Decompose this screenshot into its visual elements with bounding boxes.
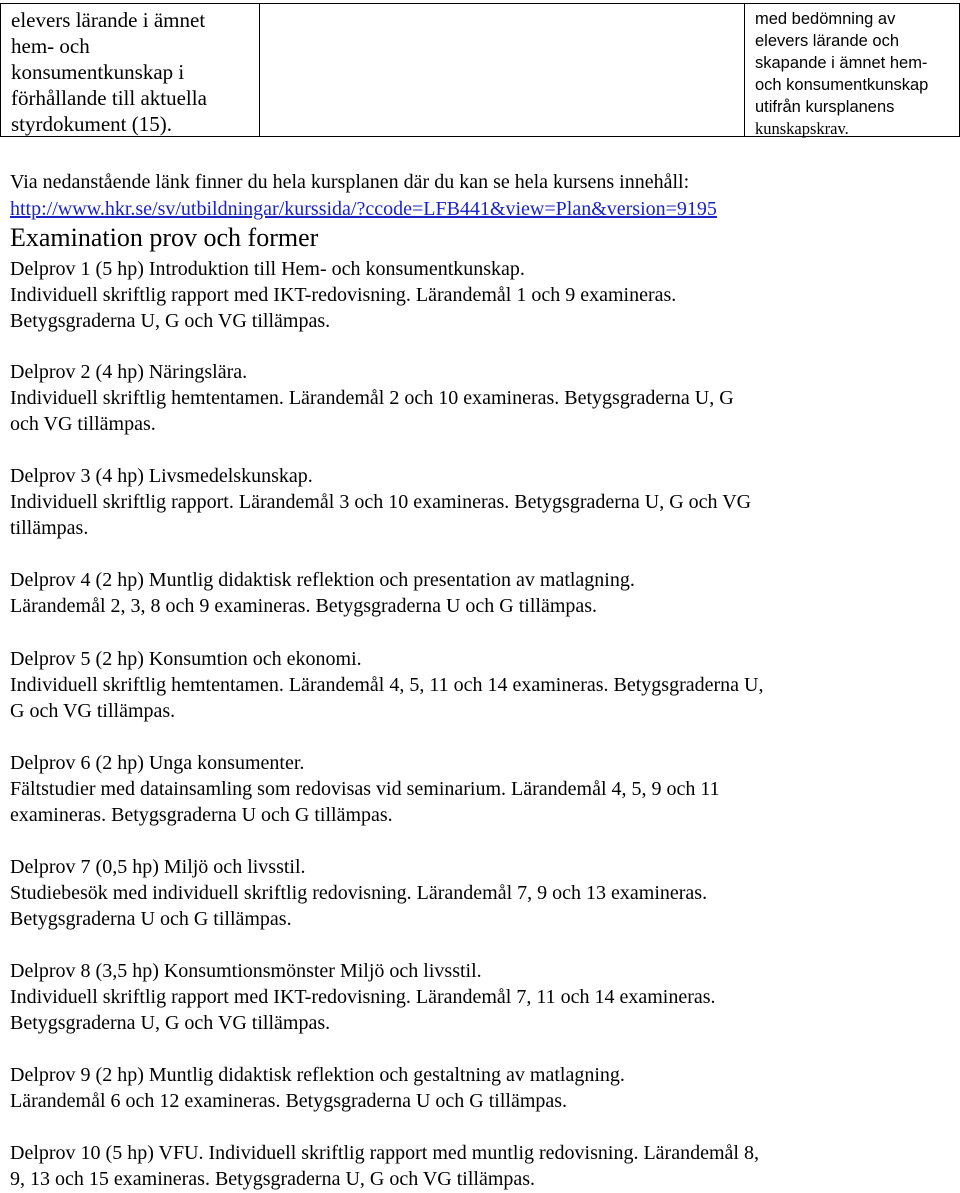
delprov-3-desc: Individuell skriftlig rapport. Lärandemål 3 och 10 examineras. Betygsgraderna U, G och VG [10, 491, 752, 513]
delprov-2-title: Delprov 2 (4 hp) Näringslära. [10, 361, 248, 383]
criteria-table [0, 3, 958, 139]
delprov-8-desc: Individuell skriftlig rapport med IKT-redovisning. Lärandemål 7, 11 och 14 examineras. [10, 986, 716, 1008]
cell-line: och konsumentkunskap [755, 76, 929, 94]
delprov-5-title: Delprov 5 (2 hp) Konsumtion och ekonomi. [10, 648, 362, 670]
delprov-1-title: Delprov 1 (5 hp) Introduktion till Hem- och konsumentkunskap. [10, 258, 525, 280]
cell-description-text [11, 7, 251, 137]
examination-heading: Examination prov och former [10, 223, 319, 252]
cell-assessment-text [755, 8, 955, 140]
table-cell-empty [259, 3, 745, 137]
delprov-9-desc: Lärandemål 6 och 12 examineras. Betygsgraderna U och G tillämpas. [10, 1090, 568, 1112]
delprov-7-desc: Studiebesök med individuell skriftlig redovisning. Lärandemål 7, 9 och 13 examineras. [10, 882, 708, 904]
cell-line: med bedömning av [755, 10, 896, 28]
delprov-5-grades: G och VG tillämpas. [10, 700, 176, 722]
cell-line: elevers lärande i ämnet [11, 8, 206, 32]
delprov-4-desc: Lärandemål 2, 3, 8 och 9 examineras. Betygsgraderna U och G tillämpas. [10, 595, 598, 617]
delprov-1-desc: Individuell skriftlig rapport med IKT-redovisning. Lärandemål 1 och 9 examineras. [10, 284, 677, 306]
delprov-8-title: Delprov 8 (3,5 hp) Konsumtionsmönster Miljö och livsstil. [10, 960, 482, 982]
delprov-7-title: Delprov 7 (0,5 hp) Miljö och livsstil. [10, 856, 306, 878]
delprov-10-title: Delprov 10 (5 hp) VFU. Individuell skriftlig rapport med muntlig redovisning. Lärandemål 8, [10, 1142, 759, 1164]
delprov-3-title: Delprov 3 (4 hp) Livsmedelskunskap. [10, 465, 313, 487]
delprov-5-desc: Individuell skriftlig hemtentamen. Lärandemål 4, 5, 11 och 14 examineras. Betygsgraderna U, [10, 674, 764, 696]
delprov-1-grades: Betygsgraderna U, G och VG tillämpas. [10, 310, 331, 332]
cell-line: utifrån kursplanens [755, 98, 895, 116]
table-cell-description [0, 3, 260, 137]
cell-line: elevers lärande och [755, 32, 900, 50]
delprov-9-title: Delprov 9 (2 hp) Muntlig didaktisk reflektion och gestaltning av matlagning. [10, 1064, 625, 1086]
delprov-2-desc: Individuell skriftlig hemtentamen. Lärandemål 2 och 10 examineras. Betygsgraderna U, G [10, 387, 734, 409]
cell-line: skapande i ämnet hem- [755, 54, 928, 72]
delprov-8-grades: Betygsgraderna U, G och VG tillämpas. [10, 1012, 331, 1034]
delprov-4-title: Delprov 4 (2 hp) Muntlig didaktisk reflektion och presentation av matlagning. [10, 569, 635, 591]
delprov-10-desc: 9, 13 och 15 examineras. Betygsgraderna U, G och VG tillämpas. [10, 1168, 536, 1190]
intro-text: Via nedanstående länk finner du hela kursplanen där du kan se hela kursens innehåll: [10, 171, 690, 193]
delprov-3-grades: tillämpas. [10, 517, 89, 539]
delprov-6-desc: Fältstudier med datainsamling som redovisas vid seminarium. Lärandemål 4, 5, 9 och 11 [10, 778, 720, 800]
cell-line: kunskapskrav. [755, 119, 849, 138]
table-cell-assessment [744, 3, 960, 137]
cell-line: förhållande till aktuella [11, 86, 207, 110]
cell-line: hem- och [11, 34, 90, 58]
course-plan-link[interactable]: http://www.hkr.se/sv/utbildningar/kurssida/?ccode=LFB441&view=Plan&version=9195 [10, 198, 717, 220]
delprov-2-grades: och VG tillämpas. [10, 413, 156, 435]
delprov-6-grades: examineras. Betygsgraderna U och G tillämpas. [10, 804, 393, 826]
delprov-6-title: Delprov 6 (2 hp) Unga konsumenter. [10, 752, 305, 774]
cell-line: konsumentkunskap i [11, 60, 185, 84]
cell-line: styrdokument (15). [11, 112, 172, 136]
delprov-7-grades: Betygsgraderna U och G tillämpas. [10, 908, 292, 930]
